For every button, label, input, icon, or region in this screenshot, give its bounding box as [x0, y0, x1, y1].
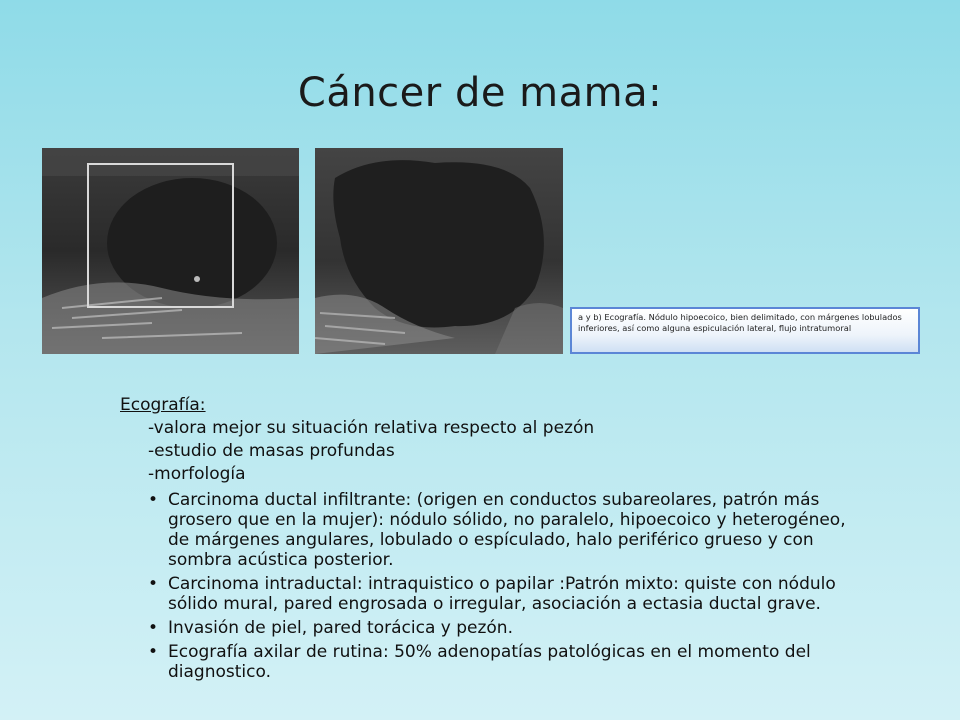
ultrasound-image-a [42, 148, 299, 354]
bullet-item [148, 618, 858, 638]
section-heading: Ecografía: [120, 395, 206, 415]
bullet-text: Invasión de piel, pared torácica y pezón. [168, 618, 513, 638]
bullet-icon: • [148, 642, 159, 662]
slide-title: Cáncer de mama: [297, 70, 663, 116]
dash-item: -valora mejor su situación relativa respecto al pezón [148, 418, 595, 438]
bullet-text: Carcinoma intraductal: intraquistico o papilar :Patrón mixto: quiste con nódulo sólido mural, pared engrosada o irregular, asociación a ectasia ductal grave. [168, 574, 836, 614]
bullet-item [148, 642, 858, 682]
dash-item: -estudio de masas profundas [148, 441, 395, 461]
ultrasound-image-b [315, 148, 563, 354]
bullet-text: Ecografía axilar de rutina: 50% adenopatías patológicas en el momento del diagnostico. [168, 642, 811, 682]
bullet-text: Carcinoma ductal infiltrante: (origen en conductos subareolares, patrón más grosero que en la mujer): nódulo sólido, no paralelo, hipoecoico y heterogéneo, de márgenes angulares, lobulado o espículado, halo periférico grueso y con sombra acústica posterior. [168, 490, 846, 570]
bullet-icon: • [148, 574, 159, 594]
dash-item: -morfología [148, 464, 246, 484]
bullet-item [148, 574, 858, 614]
bullet-icon: • [148, 618, 159, 638]
bullet-item [148, 490, 858, 570]
bullet-list [118, 490, 858, 682]
image-caption: a y b) Ecografía. Nódulo hipoecoico, bien delimitado, con márgenes lobulados inferiores, así como alguna espiculación lateral, flujo intratumoral [570, 307, 920, 354]
bullet-icon: • [148, 490, 159, 510]
slide-body [118, 394, 858, 686]
